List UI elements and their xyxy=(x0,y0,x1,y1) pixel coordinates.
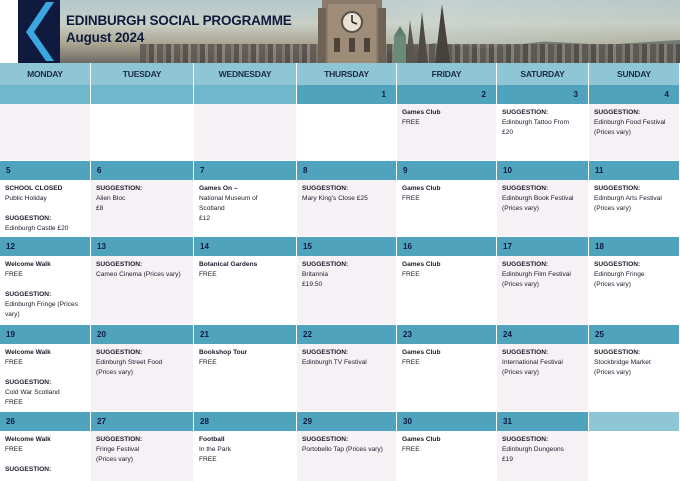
event-detail: (Prices vary) xyxy=(502,281,539,288)
event-title: SUGGESTION: xyxy=(594,109,641,116)
date-number: 4 xyxy=(589,85,680,104)
date-number xyxy=(0,85,91,104)
spires-image xyxy=(388,0,468,63)
day-cell[interactable] xyxy=(91,431,194,481)
event-detail: Edinburgh Castle £20 xyxy=(5,225,69,232)
event-detail: Edinburgh Fringe (Prices xyxy=(5,301,78,308)
day-header-wednesday: WEDNESDAY xyxy=(194,63,297,85)
event-detail: Stockbridge Market xyxy=(594,359,651,366)
event-title: Games Club xyxy=(402,436,441,443)
event-detail: Cold War Scotland xyxy=(5,389,60,396)
event-detail: International Festival xyxy=(502,359,563,366)
week-number-row xyxy=(0,85,680,104)
event-title: SUGGESTION: xyxy=(502,349,549,356)
day-cell[interactable] xyxy=(397,256,497,325)
day-cell[interactable] xyxy=(297,104,397,161)
event-detail: FREE xyxy=(402,195,420,202)
day-cell[interactable] xyxy=(194,431,297,481)
event-detail: Edinburgh Street Food xyxy=(96,359,163,366)
event-detail: Portobello Tap (Prices vary) xyxy=(302,446,383,453)
week-body-row xyxy=(0,256,680,325)
event-title: SUGGESTION: xyxy=(594,185,641,192)
date-number: 1 xyxy=(297,85,397,104)
event-detail: FREE xyxy=(5,271,23,278)
date-number: 14 xyxy=(194,237,297,256)
day-cell[interactable] xyxy=(497,180,589,237)
date-number: 30 xyxy=(397,412,497,431)
day-cell[interactable] xyxy=(589,256,680,325)
day-cell[interactable] xyxy=(397,344,497,412)
event-detail: Scotland xyxy=(199,205,225,212)
event-title: SUGGESTION: xyxy=(302,185,349,192)
week-number-row xyxy=(0,412,680,431)
week-body-row xyxy=(0,431,680,481)
event-detail: Edinburgh Dungeons xyxy=(502,446,564,453)
day-cell[interactable] xyxy=(297,344,397,412)
event-title: Games Club xyxy=(402,185,441,192)
day-header-sunday: SUNDAY xyxy=(589,63,680,85)
day-cell[interactable] xyxy=(397,104,497,161)
day-cell[interactable] xyxy=(0,180,91,237)
event-title: Welcome Walk xyxy=(5,349,51,356)
date-number: 25 xyxy=(589,325,680,344)
event-spacer xyxy=(5,204,85,214)
date-number: 27 xyxy=(91,412,194,431)
event-detail: (Prices vary) xyxy=(594,129,631,136)
event-detail: £8 xyxy=(96,205,104,212)
date-number: 31 xyxy=(497,412,589,431)
week-body-row xyxy=(0,104,680,161)
week-body-row xyxy=(0,344,680,412)
event-detail: Edinburgh Arts Festival xyxy=(594,195,662,202)
day-cell[interactable] xyxy=(194,104,297,161)
event-detail: FREE xyxy=(5,446,23,453)
event-detail: £12 xyxy=(199,215,211,222)
date-number: 5 xyxy=(0,161,91,180)
day-cell[interactable] xyxy=(0,431,91,481)
date-number: 7 xyxy=(194,161,297,180)
event-detail: Edinburgh Film Festival xyxy=(502,271,571,278)
event-detail: Edinburgh Fringe xyxy=(594,271,645,278)
event-title: SUGGESTION: xyxy=(502,261,549,268)
day-cell[interactable] xyxy=(497,104,589,161)
event-detail: National Museum of xyxy=(199,195,258,202)
date-number: 24 xyxy=(497,325,589,344)
date-number xyxy=(194,85,297,104)
day-header-row xyxy=(0,63,680,85)
event-title: SUGGESTION: xyxy=(502,436,549,443)
event-detail: FREE xyxy=(402,446,420,453)
date-number: 15 xyxy=(297,237,397,256)
event-title: Football xyxy=(199,436,225,443)
date-number xyxy=(589,412,680,431)
event-title: SUGGESTION: xyxy=(502,185,549,192)
day-header-tuesday: TUESDAY xyxy=(91,63,194,85)
date-number: 26 xyxy=(0,412,91,431)
day-cell[interactable] xyxy=(589,344,680,412)
event-title: SCHOOL CLOSED xyxy=(5,185,63,192)
day-cell[interactable] xyxy=(0,344,91,412)
date-number: 9 xyxy=(397,161,497,180)
date-number: 6 xyxy=(91,161,194,180)
event-spacer xyxy=(5,368,85,378)
event-title: Games On – xyxy=(199,185,238,192)
date-number: 11 xyxy=(589,161,680,180)
event-detail: FREE xyxy=(199,359,217,366)
header-banner xyxy=(0,0,680,63)
event-detail: In the Park xyxy=(199,446,231,453)
event-detail: Fringe Festival xyxy=(96,446,140,453)
event-detail: (Prices vary) xyxy=(594,205,631,212)
event-title: Games Club xyxy=(402,261,441,268)
event-detail: (Prices vary) xyxy=(502,205,539,212)
event-title: Games Club xyxy=(402,109,441,116)
event-title: SUGGESTION: xyxy=(5,466,52,473)
day-cell[interactable] xyxy=(589,180,680,237)
date-number: 8 xyxy=(297,161,397,180)
date-number: 22 xyxy=(297,325,397,344)
date-number: 23 xyxy=(397,325,497,344)
event-detail: £19.50 xyxy=(302,281,323,288)
event-title: Welcome Walk xyxy=(5,436,51,443)
event-detail: £19 xyxy=(502,456,514,463)
week-body-row xyxy=(0,180,680,237)
date-number: 12 xyxy=(0,237,91,256)
event-spacer xyxy=(5,280,85,290)
date-number: 10 xyxy=(497,161,589,180)
event-detail: FREE xyxy=(199,456,217,463)
event-detail: FREE xyxy=(5,399,23,406)
chevron-left-logo-icon xyxy=(22,0,56,63)
date-number: 13 xyxy=(91,237,194,256)
date-number: 20 xyxy=(91,325,194,344)
event-title: SUGGESTION: xyxy=(502,109,549,116)
date-number: 28 xyxy=(194,412,297,431)
day-cell[interactable] xyxy=(297,256,397,325)
day-cell[interactable] xyxy=(91,180,194,237)
logo-strip xyxy=(0,0,18,63)
event-title: Games Club xyxy=(402,349,441,356)
week-number-row xyxy=(0,325,680,344)
event-title: SUGGESTION: xyxy=(302,349,349,356)
event-detail: FREE xyxy=(402,271,420,278)
week-number-row xyxy=(0,161,680,180)
day-cell[interactable] xyxy=(589,431,680,481)
day-header-friday: FRIDAY xyxy=(397,63,497,85)
event-title: Welcome Walk xyxy=(5,261,51,268)
day-cell[interactable] xyxy=(91,256,194,325)
date-number: 3 xyxy=(497,85,589,104)
date-number xyxy=(91,85,194,104)
event-detail: Britannia xyxy=(302,271,329,278)
day-cell[interactable] xyxy=(194,344,297,412)
date-number: 2 xyxy=(397,85,497,104)
event-detail: Edinburgh Food Festival xyxy=(594,119,666,126)
day-cell[interactable] xyxy=(194,256,297,325)
page-subtitle: August 2024 xyxy=(66,30,145,45)
event-detail: vary) xyxy=(5,311,20,318)
week-number-row xyxy=(0,237,680,256)
event-title: SUGGESTION: xyxy=(5,379,52,386)
event-detail: Cameo Cinema (Prices vary) xyxy=(96,271,181,278)
day-cell[interactable] xyxy=(589,104,680,161)
clock-tower-image xyxy=(316,0,388,63)
date-number: 19 xyxy=(0,325,91,344)
date-number: 16 xyxy=(397,237,497,256)
day-cell[interactable] xyxy=(91,344,194,412)
date-number: 21 xyxy=(194,325,297,344)
event-detail: Edinburgh TV Festival xyxy=(302,359,367,366)
event-spacer xyxy=(5,455,85,465)
event-detail: (Prices vary) xyxy=(96,456,133,463)
event-title: Botanical Gardens xyxy=(199,261,258,268)
day-cell[interactable] xyxy=(297,180,397,237)
day-header-monday: MONDAY xyxy=(0,63,91,85)
event-detail: Alien Bloc xyxy=(96,195,126,202)
date-number: 29 xyxy=(297,412,397,431)
day-cell[interactable] xyxy=(397,431,497,481)
event-title: SUGGESTION: xyxy=(594,261,641,268)
event-title: SUGGESTION: xyxy=(594,349,641,356)
event-title: SUGGESTION: xyxy=(5,215,52,222)
event-detail: Mary King's Close £25 xyxy=(302,195,368,202)
day-cell[interactable] xyxy=(497,431,589,481)
event-detail: (Prices vary) xyxy=(594,369,631,376)
day-cell[interactable] xyxy=(497,256,589,325)
event-detail: FREE xyxy=(199,271,217,278)
date-number: 18 xyxy=(589,237,680,256)
event-detail: Edinburgh Tattoo From xyxy=(502,119,569,126)
event-title: SUGGESTION: xyxy=(302,261,349,268)
day-cell[interactable] xyxy=(497,344,589,412)
event-title: SUGGESTION: xyxy=(302,436,349,443)
day-cell[interactable] xyxy=(0,256,91,325)
day-cell[interactable] xyxy=(91,104,194,161)
event-detail: (Prices vary) xyxy=(594,281,631,288)
event-detail: Edinburgh Book Festival xyxy=(502,195,574,202)
event-title: SUGGESTION: xyxy=(96,436,143,443)
day-cell[interactable] xyxy=(397,180,497,237)
event-detail: (Prices vary) xyxy=(96,369,133,376)
page-title: EDINBURGH SOCIAL PROGRAMME xyxy=(66,13,292,28)
event-detail: (Prices vary) xyxy=(502,369,539,376)
date-number: 17 xyxy=(497,237,589,256)
event-detail: FREE xyxy=(402,359,420,366)
event-detail: FREE xyxy=(5,359,23,366)
event-detail: £20 xyxy=(502,129,514,136)
event-title: SUGGESTION: xyxy=(96,185,143,192)
day-cell[interactable] xyxy=(194,180,297,237)
event-title: SUGGESTION: xyxy=(96,261,143,268)
event-title: SUGGESTION: xyxy=(5,291,52,298)
day-header-thursday: THURSDAY xyxy=(297,63,397,85)
day-cell[interactable] xyxy=(0,104,91,161)
day-cell[interactable] xyxy=(297,431,397,481)
event-detail: Public Holiday xyxy=(5,195,47,202)
event-title: Bookshop Tour xyxy=(199,349,248,356)
event-detail: FREE xyxy=(402,119,420,126)
event-title: SUGGESTION: xyxy=(96,349,143,356)
day-header-saturday: SATURDAY xyxy=(497,63,589,85)
